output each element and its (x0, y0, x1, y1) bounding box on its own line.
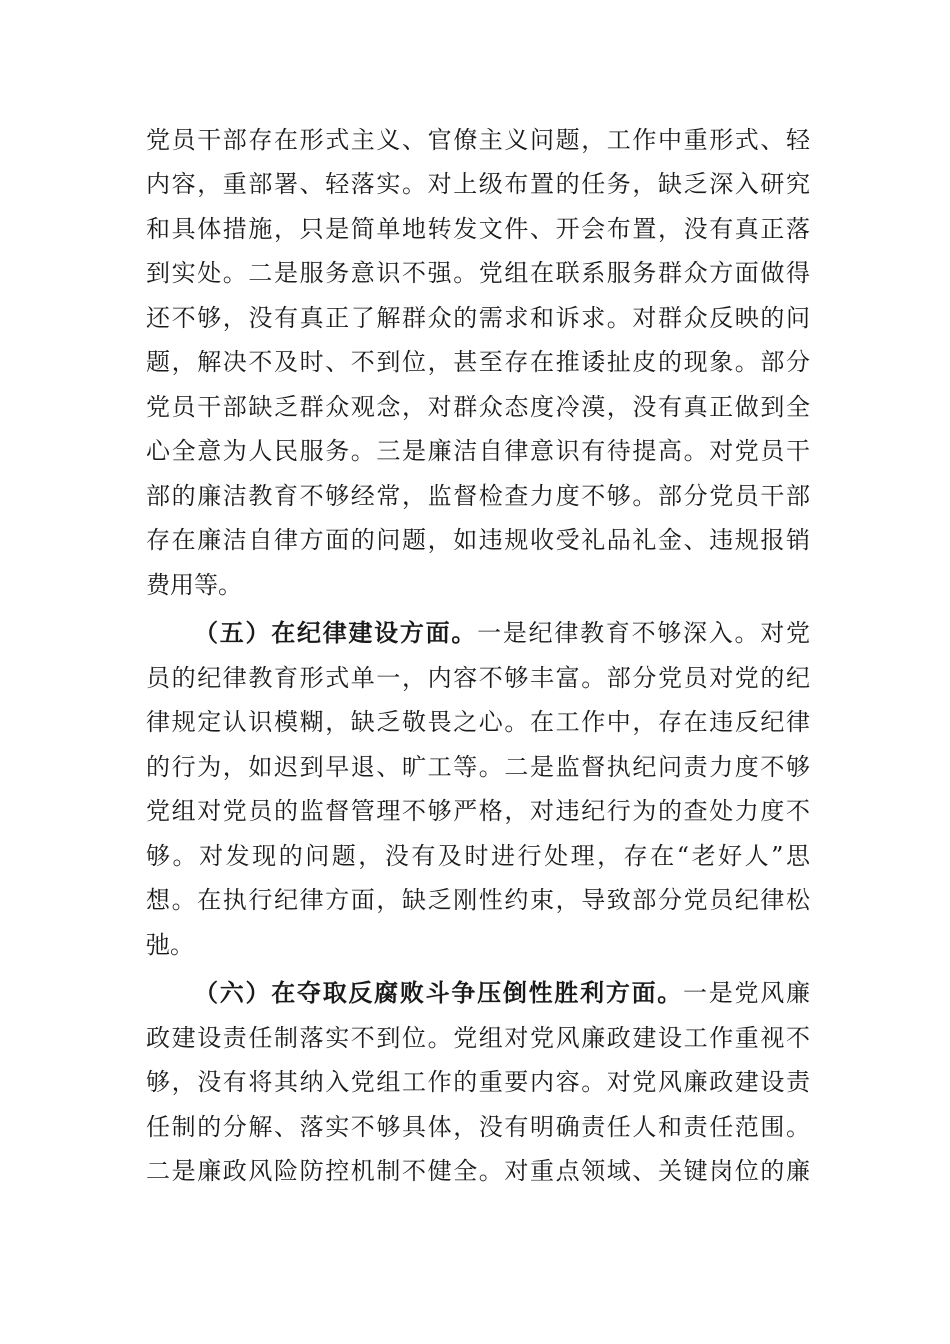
text-line: 弛。 (146, 931, 194, 959)
section-heading-5: （五）在纪律建设方面。 (194, 618, 478, 647)
text-line: 题，解决不及时、不到位，甚至存在推诿扯皮的现象。部分 (146, 348, 810, 376)
section-heading-6: （六）在夺取反腐败斗争压倒性胜利方面。 (194, 978, 684, 1007)
text-line: 够。对发现的问题，没有及时进行处理，存在“老好人”思 (146, 842, 810, 870)
text-line: 和具体措施，只是简单地转发文件、开会布置，没有真正落 (146, 215, 810, 243)
text-line: 律规定认识模糊，缺乏敬畏之心。在工作中，存在违反纪律 (146, 708, 810, 736)
text-line: 内容，重部署、轻落实。对上级布置的任务，缺乏深入研究 (146, 170, 810, 198)
text-line: 到实处。二是服务意识不强。党组在联系服务群众方面做得 (146, 259, 810, 287)
text-line: 心全意为人民服务。三是廉洁自律意识有待提高。对党员干 (146, 437, 810, 465)
text-line: 够，没有将其纳入党组工作的重要内容。对党风廉政建设责 (146, 1068, 810, 1096)
text-line: 二是廉政风险防控机制不健全。对重点领域、关键岗位的廉 (146, 1157, 810, 1185)
paragraph-first-line (194, 613, 810, 653)
text-line: 的行为，如迟到早退、旷工等。二是监督执纪问责力度不够 (146, 753, 810, 781)
text-line: 部的廉洁教育不够经常，监督检查力度不够。部分党员干部 (146, 482, 810, 510)
text-line: 党员干部缺乏群众观念，对群众态度冷漠，没有真正做到全 (146, 393, 810, 421)
text-span: 一是党风廉 (683, 979, 811, 1007)
text-line: 还不够，没有真正了解群众的需求和诉求。对群众反映的问 (146, 304, 810, 332)
paragraph-first-line (194, 973, 810, 1013)
text-line: 员的纪律教育形式单一，内容不够丰富。部分党员对党的纪 (146, 664, 810, 692)
text-line: 费用等。 (146, 571, 242, 599)
text-line: 党组对党员的监督管理不够严格，对违纪行为的查处力度不 (146, 797, 810, 825)
text-line: 任制的分解、落实不够具体，没有明确责任人和责任范围。 (146, 1113, 810, 1141)
text-line: 党员干部存在形式主义、官僚主义问题，工作中重形式、轻 (146, 126, 810, 154)
text-line: 存在廉洁自律方面的问题，如违规收受礼品礼金、违规报销 (146, 526, 810, 554)
text-span: 一是纪律教育不够深入。对党 (477, 619, 811, 647)
text-line: 想。在执行纪律方面，缺乏刚性约束，导致部分党员纪律松 (146, 886, 810, 914)
text-line: 政建设责任制落实不到位。党组对党风廉政建设工作重视不 (146, 1024, 810, 1052)
